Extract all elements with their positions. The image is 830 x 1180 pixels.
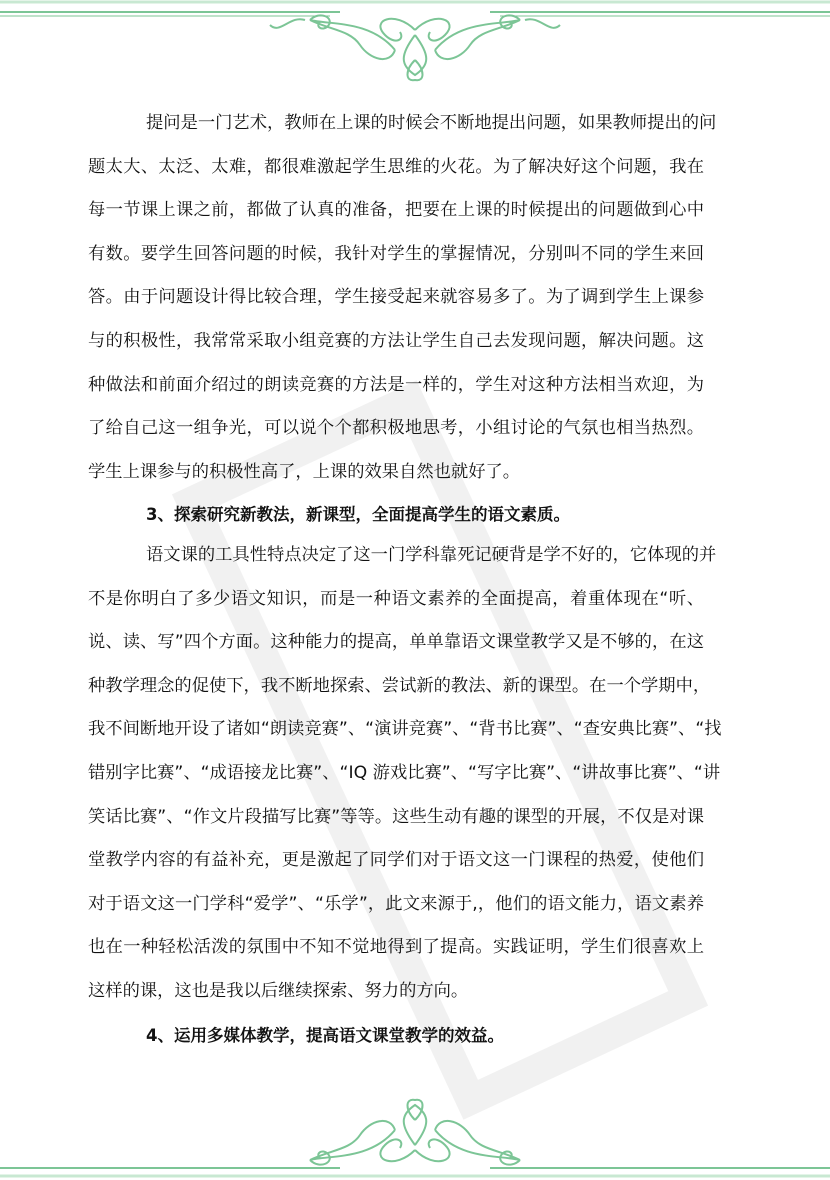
text-line: 学生上课参与的积极性高了，上课的效果自然也就好了。 — [88, 461, 521, 482]
text-line: 错别字比赛”、“成语接龙比赛”、“IQ 游戏比赛”、“写字比赛”、“讲故事比赛”、“讲 — [88, 763, 721, 783]
text-line: 笑话比赛”、“作文片段描写比赛”等等。这些生动有趣的课型的开展，不仅是对课 — [88, 806, 704, 827]
text-line: 有数。要学生回答问题的时候，我针对学生的掌握情况，分别叫不同的学生来回 — [88, 243, 704, 264]
text-line: 对于语文这一门学科“爱学”、“乐学”，此文来源于,，他们的语文能力，语文素养 — [88, 893, 704, 914]
text-line: 提问是一门艺术，教师在上课的时候会不断地提出问题，如果教师提出的问 — [146, 113, 717, 133]
text-line: 语文课的工具性特点决定了这一门学科靠死记硬背是学不好的，它体现的并 — [146, 545, 717, 565]
text-line: 我不间断地开设了诸如“朗读竞赛”、“演讲竞赛”、“背书比赛”、“查安典比赛”、“找 — [88, 719, 722, 740]
bottom-ornament — [0, 1090, 830, 1180]
text-line: 答。由于问题设计得比较合理，学生接受起来就容易多了。为了调到学生上课参 — [88, 287, 704, 308]
text-line: 种做法和前面介绍过的朗读竞赛的方法是一样的，学生对这种方法相当欢迎，为 — [88, 374, 704, 395]
text-line: 题太大、太泛、太难，都很难激起学生思维的火花。为了解决好这个问题，我在 — [88, 156, 704, 177]
text-line: 也在一种轻松活泼的氛围中不知不觉地得到了提高。实践证明，学生们很喜欢上 — [88, 937, 704, 958]
text-line: 说、读、写”四个方面。这种能力的提高，单单靠语文课堂教学又是不够的，在这 — [88, 632, 704, 653]
text-line: 种教学理念的促使下，我不断地探索、尝试新的教法、新的课型。在一个学期中， — [88, 675, 711, 696]
text-line: 每一节课上课之前，都做了认真的准备，把要在上课的时候提出的问题做到心中 — [88, 200, 704, 221]
text-line: 与的积极性，我常常采取小组竞赛的方法让学生自己去发现问题，解决问题。这 — [88, 331, 704, 351]
text-line: 不是你明白了多少语文知识，而是一种语文素养的全面提高，着重体现在“听、 — [88, 588, 704, 609]
text-line: 堂教学内容的有益补充，更是激起了同学们对于语文这一门课程的热爱，使他们 — [88, 850, 704, 871]
top-ornament — [0, 0, 830, 90]
text-line: 了给自己这一组争光，可以说个个都积极地思考，小组讨论的气氛也相当热烈。 — [88, 418, 704, 439]
section-heading-3: 3、探索研究新教法，新课型，全面提高学生的语文素质。 — [146, 505, 570, 524]
section-heading-4: 4、运用多媒体教学，提高语文课堂教学的效益。 — [146, 1026, 504, 1045]
text-line: 这样的课，这也是我以后继续探索、努力的方向。 — [88, 981, 469, 1001]
